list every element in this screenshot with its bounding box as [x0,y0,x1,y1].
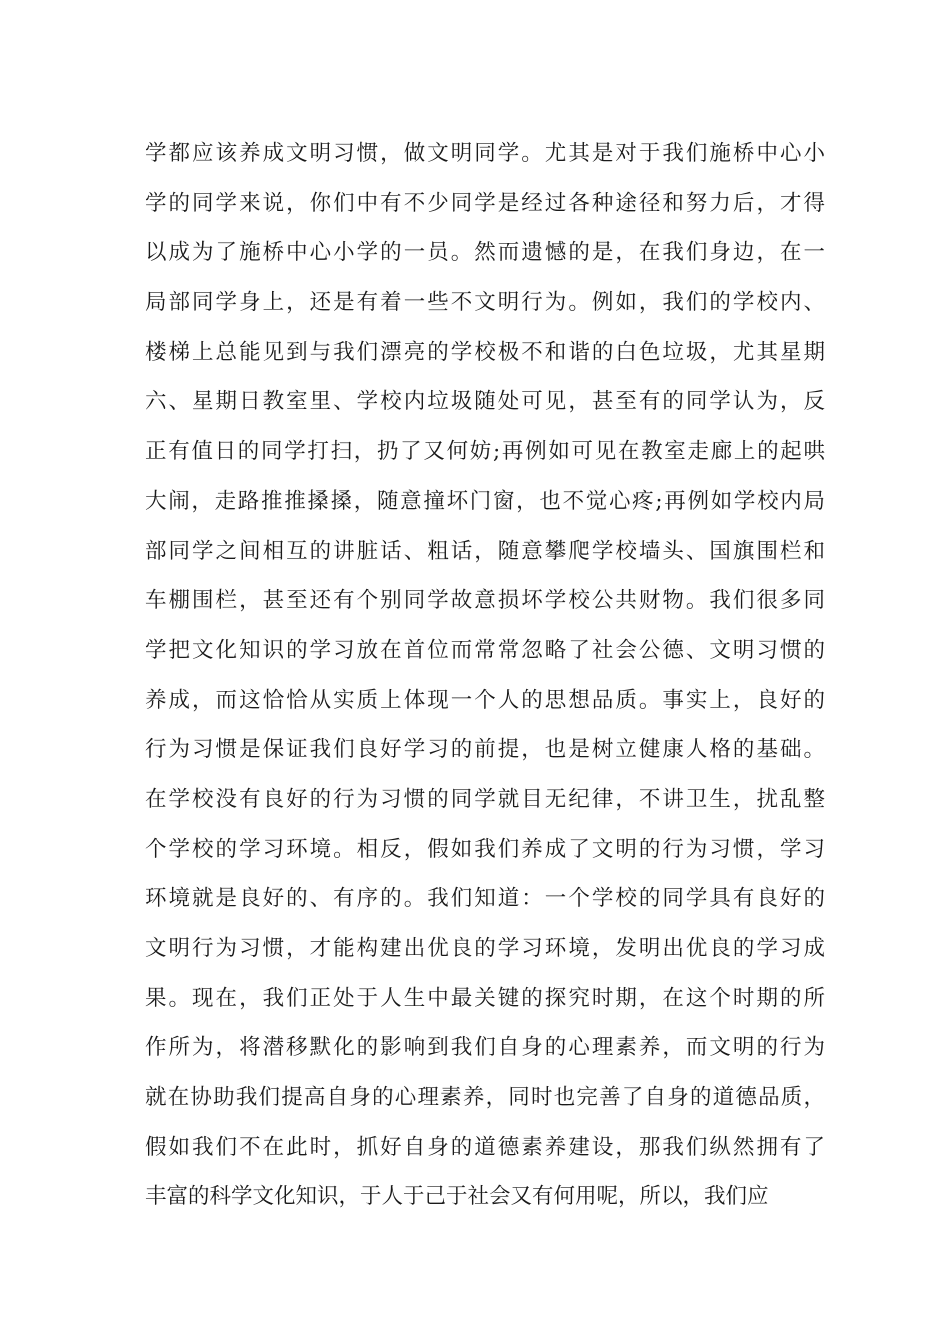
text-line: 车棚围栏，甚至还有个别同学故意损坏学校公共财物。我们很多同 [145,588,825,614]
text-line: 大闹，走路推推搡搡，随意撞坏门窗，也不觉心疼;再例如学校内局 [145,488,825,514]
text-line: 假如我们不在此时，抓好自身的道德素养建设，那我们纵然拥有了 [145,1134,825,1160]
text-line: 正有值日的同学打扫，扔了又何妨;再例如可见在教室走廊上的起哄 [145,439,825,465]
text-line: 作所为，将潜移默化的影响到我们自身的心理素养，而文明的行为 [145,1035,825,1061]
text-line: 就在协助我们提高自身的心理素养，同时也完善了自身的道德品质， [145,1085,825,1111]
text-line: 楼梯上总能见到与我们漂亮的学校极不和谐的白色垃圾，尤其星期 [145,339,825,365]
text-line: 六、星期日教室里、学校内垃圾随处可见，甚至有的同学认为，反 [145,389,825,415]
text-line: 局部同学身上，还是有着一些不文明行为。例如，我们的学校内、 [145,290,825,316]
text-line: 学把文化知识的学习放在首位而常常忽略了社会公德、文明习惯的 [145,637,825,663]
text-line: 个学校的学习环境。相反，假如我们养成了文明的行为习惯，学习 [145,836,825,862]
text-line: 行为习惯是保证我们良好学习的前提，也是树立健康人格的基础。 [145,737,825,763]
text-line: 学的同学来说，你们中有不少同学是经过各种途径和努力后，才得 [145,190,825,216]
text-line: 养成，而这恰恰从实质上体现一个人的思想品质。事实上，良好的 [145,687,825,713]
text-line: 文明行为习惯，才能构建出优良的学习环境，发明出优良的学习成 [145,936,825,961]
text-line: 在学校没有良好的行为习惯的同学就目无纪律，不讲卫生，扰乱整 [145,786,825,812]
body-text [145,129,825,1222]
text-line: 学都应该养成文明习惯，做文明同学。尤其是对于我们施桥中心小 [145,141,825,166]
text-line: 丰富的科学文化知识，于人于己于社会又有何用呢，所以，我们应 [145,1184,769,1210]
text-line: 以成为了施桥中心小学的一员。然而遗憾的是，在我们身边，在一 [145,240,825,266]
text-line: 部同学之间相互的讲脏话、粗话，随意攀爬学校墙头、国旗围栏和 [145,538,825,564]
text-line: 果。现在，我们正处于人生中最关键的探究时期，在这个时期的所 [145,985,825,1011]
text-line: 环境就是良好的、有序的。我们知道：一个学校的同学具有良好的 [145,886,825,912]
